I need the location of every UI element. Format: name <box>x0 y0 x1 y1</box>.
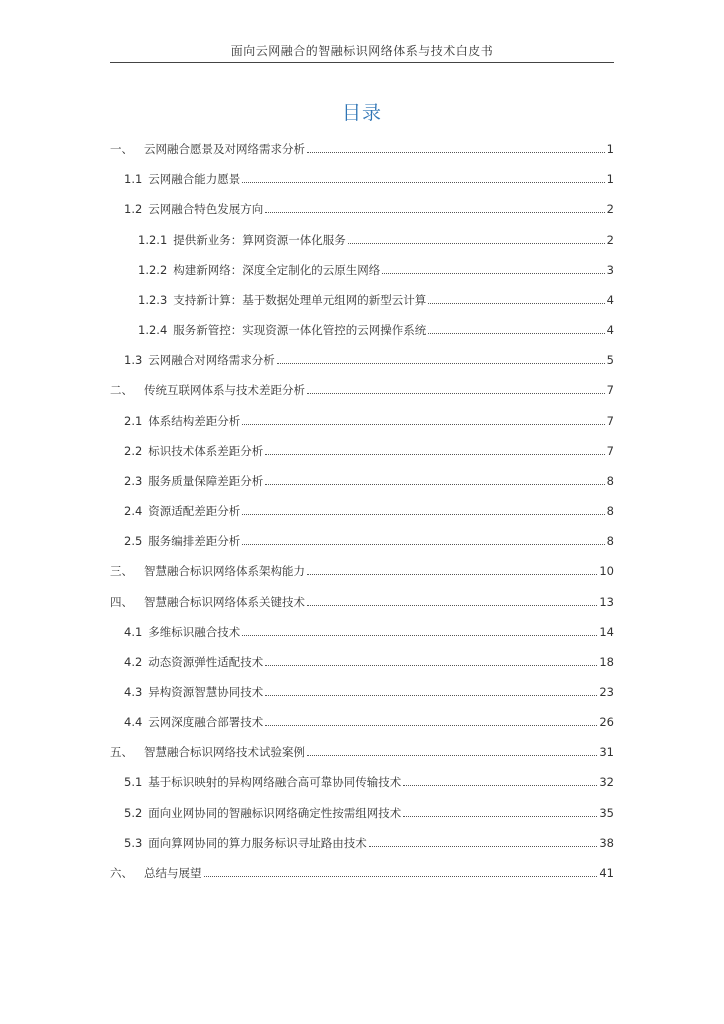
toc-entry[interactable] <box>110 586 614 616</box>
toc-entry[interactable] <box>110 436 614 466</box>
toc-entry-number: 一、 <box>110 142 133 157</box>
toc-entry-title: 异构资源智慧协同技术 <box>148 684 264 699</box>
toc-entry-title: 智慧融合标识网络体系关键技术 <box>144 594 305 609</box>
toc-dot-leader <box>242 182 604 183</box>
toc-dot-leader <box>307 755 597 756</box>
toc-entry-title: 传统互联网体系与技术差距分析 <box>144 383 305 398</box>
toc-dot-leader <box>242 544 604 545</box>
toc-entry-title: 云网深度融合部署技术 <box>148 715 264 730</box>
toc-page-number: 32 <box>599 775 614 790</box>
toc-entry[interactable] <box>110 828 614 858</box>
toc-entry-title: 云网融合特色发展方向 <box>148 202 264 217</box>
toc-entry[interactable] <box>110 315 614 345</box>
toc-page-number: 8 <box>606 534 614 549</box>
toc-entry-number: 4.1 <box>124 624 143 639</box>
toc-dot-leader <box>403 816 597 817</box>
toc-entry[interactable] <box>110 858 614 888</box>
toc-page-number: 1 <box>606 142 614 157</box>
toc-dot-leader <box>265 695 597 696</box>
toc-entry-number: 4.4 <box>124 715 143 730</box>
toc-dot-leader <box>307 605 597 606</box>
toc-entry-number: 2.5 <box>124 534 143 549</box>
toc-entry-title: 云网融合对网络需求分析 <box>148 353 275 368</box>
toc-dot-leader <box>204 876 598 877</box>
toc-entry-title: 云网融合愿景及对网络需求分析 <box>144 142 305 157</box>
toc-page-number: 7 <box>606 443 614 458</box>
header-rule <box>110 62 614 63</box>
toc-entry[interactable] <box>110 496 614 526</box>
toc-page-number: 2 <box>606 232 614 247</box>
toc-dot-leader <box>307 393 605 394</box>
toc-entry[interactable] <box>110 375 614 405</box>
toc-entry-number: 1.2.3 <box>138 292 168 307</box>
toc-dot-leader <box>348 243 605 244</box>
toc-entry-title: 云网融合能力愿景 <box>148 172 241 187</box>
toc-entry-number: 1.2 <box>124 202 143 217</box>
toc-entry-title: 支持新计算：基于数据处理单元组网的新型云计算 <box>173 292 427 307</box>
toc-entry-number: 5.1 <box>124 775 143 790</box>
toc-entry-title: 智慧融合标识网络体系架构能力 <box>144 564 305 579</box>
toc-page-number: 8 <box>606 473 614 488</box>
toc-page-number: 18 <box>599 654 614 669</box>
toc-entry-number: 4.3 <box>124 684 143 699</box>
toc-entry-title: 面向算网协同的算力服务标识寻址路由技术 <box>148 835 367 850</box>
toc-dot-leader <box>307 152 605 153</box>
toc-dot-leader <box>428 333 604 334</box>
toc-entry-title: 动态资源弹性适配技术 <box>148 654 264 669</box>
toc-entry[interactable] <box>110 737 614 767</box>
toc-page-number: 13 <box>599 594 614 609</box>
toc-page-number: 31 <box>599 745 614 760</box>
toc-page-number: 8 <box>606 504 614 519</box>
toc-page-number: 1 <box>606 172 614 187</box>
toc-entry-number: 四、 <box>110 594 133 609</box>
toc-entry-title: 提供新业务：算网资源一体化服务 <box>173 232 346 247</box>
table-of-contents <box>110 134 614 888</box>
toc-entry-title: 服务编排差距分析 <box>148 534 241 549</box>
toc-dot-leader <box>265 665 597 666</box>
toc-dot-leader <box>403 785 597 786</box>
toc-entry-title: 标识技术体系差距分析 <box>148 443 264 458</box>
toc-page-number: 2 <box>606 202 614 217</box>
toc-page-number: 35 <box>599 805 614 820</box>
toc-page-number: 23 <box>599 684 614 699</box>
toc-page-number: 5 <box>606 353 614 368</box>
toc-dot-leader <box>382 273 604 274</box>
toc-entry[interactable] <box>110 617 614 647</box>
toc-entry-title: 面向业网协同的智融标识网络确定性按需组网技术 <box>148 805 402 820</box>
toc-entry[interactable] <box>110 134 614 164</box>
toc-page-number: 41 <box>599 865 614 880</box>
toc-page-number: 4 <box>606 323 614 338</box>
toc-entry[interactable] <box>110 164 614 194</box>
toc-page-number: 3 <box>606 262 614 277</box>
toc-entry[interactable] <box>110 767 614 797</box>
toc-entry[interactable] <box>110 707 614 737</box>
toc-entry-number: 2.3 <box>124 473 143 488</box>
toc-entry-number: 五、 <box>110 745 133 760</box>
toc-entry[interactable] <box>110 345 614 375</box>
toc-entry-title: 智慧融合标识网络技术试验案例 <box>144 745 305 760</box>
toc-entry-number: 1.2.1 <box>138 232 168 247</box>
toc-entry[interactable] <box>110 556 614 586</box>
toc-entry[interactable] <box>110 677 614 707</box>
toc-page-number: 7 <box>606 383 614 398</box>
toc-page-number: 7 <box>606 413 614 428</box>
toc-dot-leader <box>242 424 604 425</box>
toc-dot-leader <box>242 635 597 636</box>
toc-entry-number: 1.1 <box>124 172 143 187</box>
toc-page-number: 26 <box>599 715 614 730</box>
toc-entry-number: 2.4 <box>124 504 143 519</box>
toc-dot-leader <box>369 846 598 847</box>
toc-entry[interactable] <box>110 526 614 556</box>
toc-entry-title: 基于标识映射的异构网络融合高可靠协同传输技术 <box>148 775 402 790</box>
toc-page-number: 14 <box>599 624 614 639</box>
toc-dot-leader <box>265 725 597 726</box>
toc-entry[interactable] <box>110 405 614 435</box>
toc-dot-leader <box>307 574 597 575</box>
toc-dot-leader <box>265 212 604 213</box>
toc-page-number: 10 <box>599 564 614 579</box>
toc-entry-number: 2.1 <box>124 413 143 428</box>
toc-entry-number: 二、 <box>110 383 133 398</box>
toc-dot-leader <box>277 363 605 364</box>
toc-entry[interactable] <box>110 194 614 224</box>
toc-entry-title: 构建新网络：深度全定制化的云原生网络 <box>173 262 381 277</box>
toc-entry-title: 资源适配差距分析 <box>148 504 241 519</box>
toc-dot-leader <box>242 514 604 515</box>
toc-entry-title: 总结与展望 <box>144 865 202 880</box>
toc-entry[interactable] <box>110 224 614 254</box>
toc-entry[interactable] <box>110 647 614 677</box>
toc-entry-number: 5.3 <box>124 835 143 850</box>
toc-entry-number: 1.2.2 <box>138 262 168 277</box>
toc-entry-number: 5.2 <box>124 805 143 820</box>
toc-entry-title: 服务质量保障差距分析 <box>148 473 264 488</box>
toc-dot-leader <box>265 484 604 485</box>
toc-entry[interactable] <box>110 285 614 315</box>
running-header: 面向云网融合的智融标识网络体系与技术白皮书 <box>230 44 494 58</box>
toc-dot-leader <box>265 454 604 455</box>
toc-entry-number: 1.3 <box>124 353 143 368</box>
toc-entry-number: 三、 <box>110 564 133 579</box>
toc-page-number: 38 <box>599 835 614 850</box>
toc-title: 目录 <box>341 102 382 124</box>
toc-entry-number: 4.2 <box>124 654 143 669</box>
toc-entry[interactable] <box>110 797 614 827</box>
toc-page-number: 4 <box>606 292 614 307</box>
toc-entry-number: 1.2.4 <box>138 323 168 338</box>
toc-entry-title: 多维标识融合技术 <box>148 624 241 639</box>
toc-entry-number: 2.2 <box>124 443 143 458</box>
toc-entry[interactable] <box>110 466 614 496</box>
toc-dot-leader <box>428 303 604 304</box>
toc-entry-title: 服务新管控：实现资源一体化管控的云网操作系统 <box>173 323 427 338</box>
toc-entry-title: 体系结构差距分析 <box>148 413 241 428</box>
toc-entry-number: 六、 <box>110 865 133 880</box>
toc-entry[interactable] <box>110 255 614 285</box>
